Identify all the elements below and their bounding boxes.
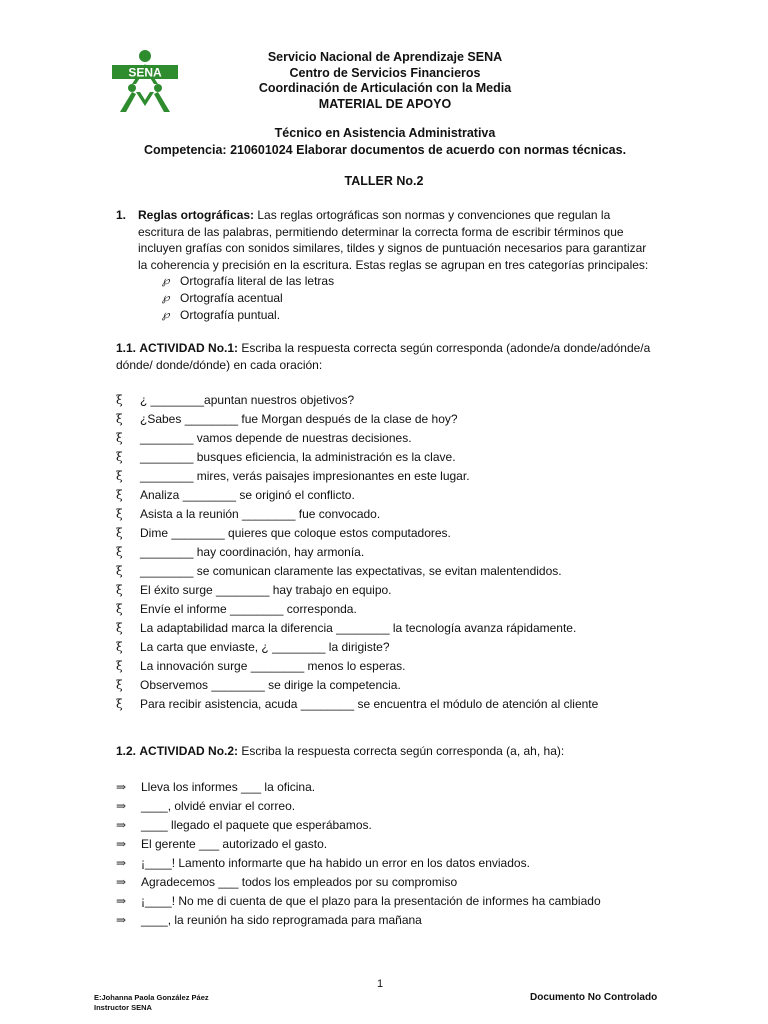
header-line-1: Servicio Nacional de Aprendizaje SENA xyxy=(267,50,503,64)
list-item: ξ Asista a la reunión ________ fue convocado. xyxy=(116,505,598,524)
bullet-icon: ℘ xyxy=(162,308,170,321)
list-item: ξ ¿ ________apuntan nuestros objetivos? xyxy=(116,391,598,410)
arrow-right-icon: ⇒ xyxy=(116,818,127,832)
list-item: ξ ________ busques eficiencia, la administración es la clave. xyxy=(116,448,598,467)
list-item: ⇒ ____, la reunión ha sido reprogramada para mañana xyxy=(116,911,601,930)
logo-text: SENA xyxy=(128,65,162,80)
arrow-right-icon: ⇒ xyxy=(116,856,127,870)
list-item: ξ Para recibir asistencia, acuda ________ se encuentra el módulo de atención al cliente xyxy=(116,695,598,714)
xi-bullet-icon: ξ xyxy=(116,526,123,540)
xi-bullet-icon: ξ xyxy=(116,583,123,597)
arrow-right-icon: ⇒ xyxy=(116,875,127,889)
list-item: ℘ Ortografía acentual xyxy=(162,291,283,305)
list-item: ξ ________ hay coordinación, hay armonía. xyxy=(116,543,598,562)
list-item: ⇒ Lleva los informes ___ la oficina. xyxy=(116,778,601,797)
list-item: ⇒ ____ llegado el paquete que esperábamos. xyxy=(116,816,601,835)
program-title: Técnico en Asistencia Administrativa xyxy=(274,126,496,140)
list-item: ⇒ El gerente ___ autorizado el gasto. xyxy=(116,835,601,854)
arrow-right-icon: ⇒ xyxy=(116,913,127,927)
header-line-2: Centro de Servicios Financieros xyxy=(289,65,481,80)
taller-title: TALLER No.2 xyxy=(344,174,424,188)
xi-bullet-icon: ξ xyxy=(116,469,123,483)
document-status: Documento No Controlado xyxy=(530,992,658,1003)
xi-bullet-icon: ξ xyxy=(116,412,123,426)
header-line-4: MATERIAL DE APOYO xyxy=(318,96,452,111)
list-item: ξ La carta que enviaste, ¿ ________ la dirigiste? xyxy=(116,638,598,657)
arrow-right-icon: ⇒ xyxy=(116,894,127,908)
competencia: Competencia: 210601024 Elaborar documentos de acuerdo con normas técnicas. xyxy=(143,143,627,157)
author-name: E:Johanna Paola González Páez xyxy=(94,993,209,1002)
section-paragraph xyxy=(116,207,656,273)
activity-1-list xyxy=(116,391,598,714)
section-number: 1. xyxy=(116,208,127,222)
list-item: ξ Analiza ________ se originó el conflicto. xyxy=(116,486,598,505)
section-heading: Reglas ortográficas: xyxy=(138,208,255,222)
list-item: ξ Envíe el informe ________ corresponda. xyxy=(116,600,598,619)
list-item: ξ Dime ________ quieres que coloque estos computadores. xyxy=(116,524,598,543)
list-item: ξ El éxito surge ________ hay trabajo en equipo. xyxy=(116,581,598,600)
list-item: ξ Observemos ________ se dirige la competencia. xyxy=(116,676,598,695)
arrow-right-icon: ⇒ xyxy=(116,780,127,794)
list-item: ⇒ ¡____! No me di cuenta de que el plazo para la presentación de informes ha cambiado xyxy=(116,892,601,911)
list-item: ⇒ ____, olvidé enviar el correo. xyxy=(116,797,601,816)
bullet-icon: ℘ xyxy=(162,274,170,287)
arrow-right-icon: ⇒ xyxy=(116,799,127,813)
xi-bullet-icon: ξ xyxy=(116,393,123,407)
list-item: ξ ¿Sabes ________ fue Morgan después de la clase de hoy? xyxy=(116,410,598,429)
categories-list xyxy=(116,273,656,324)
arrow-right-icon: ⇒ xyxy=(116,837,127,851)
xi-bullet-icon: ξ xyxy=(116,621,123,635)
activity-2-list xyxy=(116,778,601,930)
list-item: ξ ________ mires, verás paisajes impresionantes en este lugar. xyxy=(116,467,598,486)
author-role: Instructor SENA xyxy=(94,1003,152,1012)
xi-bullet-icon: ξ xyxy=(116,640,123,654)
xi-bullet-icon: ξ xyxy=(116,602,123,616)
list-item: ξ La innovación surge ________ menos lo esperas. xyxy=(116,657,598,676)
list-item: ℘ Ortografía puntual. xyxy=(162,308,281,322)
list-item: ξ ________ vamos depende de nuestras decisiones. xyxy=(116,429,598,448)
xi-bullet-icon: ξ xyxy=(116,564,123,578)
program-info xyxy=(90,125,680,159)
xi-bullet-icon: ξ xyxy=(116,659,123,673)
activity-1-heading: 1.1. ACTIVIDAD No.1: Escriba la respuesta correcta según corresponda (adonde/a donde/adónde/a dónde/ donde/dónde) en cada oración: xyxy=(116,341,651,372)
section-reglas xyxy=(116,207,656,324)
xi-bullet-icon: ξ xyxy=(116,678,123,692)
xi-bullet-icon: ξ xyxy=(116,697,123,711)
xi-bullet-icon: ξ xyxy=(116,431,123,445)
xi-bullet-icon: ξ xyxy=(116,488,123,502)
xi-bullet-icon: ξ xyxy=(116,450,123,464)
document-header xyxy=(150,50,620,112)
bullet-icon: ℘ xyxy=(162,291,170,304)
author-info xyxy=(94,993,209,1013)
activity-2-title: ACTIVIDAD No.2: xyxy=(139,744,239,758)
list-item: ℘ Ortografía literal de las letras xyxy=(162,274,335,288)
header-line-3: Coordinación de Articulación con la Media xyxy=(258,81,512,95)
list-item: ξ ________ se comunican claramente las expectativas, se evitan malentendidos. xyxy=(116,562,598,581)
list-item: ξ La adaptabilidad marca la diferencia ________ la tecnología avanza rápidamente. xyxy=(116,619,598,638)
list-item: ⇒ ¡____! Lamento informarte que ha habido un error en los datos enviados. xyxy=(116,854,601,873)
activity-2-heading: 1.2. ACTIVIDAD No.2: Escriba la respuesta correcta según corresponda (a, ah, ha): xyxy=(116,744,565,758)
list-item: ⇒ Agradecemos ___ todos los empleados por su compromiso xyxy=(116,873,601,892)
xi-bullet-icon: ξ xyxy=(116,545,123,559)
page-number: 1 xyxy=(376,978,384,990)
activity-2-instruction: Escriba la respuesta correcta según corresponda (a, ah, ha): xyxy=(238,744,565,758)
section-body: Las reglas ortográficas son normas y convenciones que regulan la escritura de las palabras, permitiendo determinar la correcta forma de escribir términos que incluyen grafías con sonidos similares, tildes y signos de puntuación necesarios para garantizar la coherencia y precisión en la escritura. Estas reglas se agrupan en tres categorías principales: xyxy=(138,208,649,272)
activity-1-instruction: Escriba la respuesta correcta según corresponda (adonde/a donde/adónde/a dónde/ donde/dónde) en cada oración: xyxy=(116,341,651,372)
activity-1-title: ACTIVIDAD No.1: xyxy=(139,341,239,355)
xi-bullet-icon: ξ xyxy=(116,507,123,521)
